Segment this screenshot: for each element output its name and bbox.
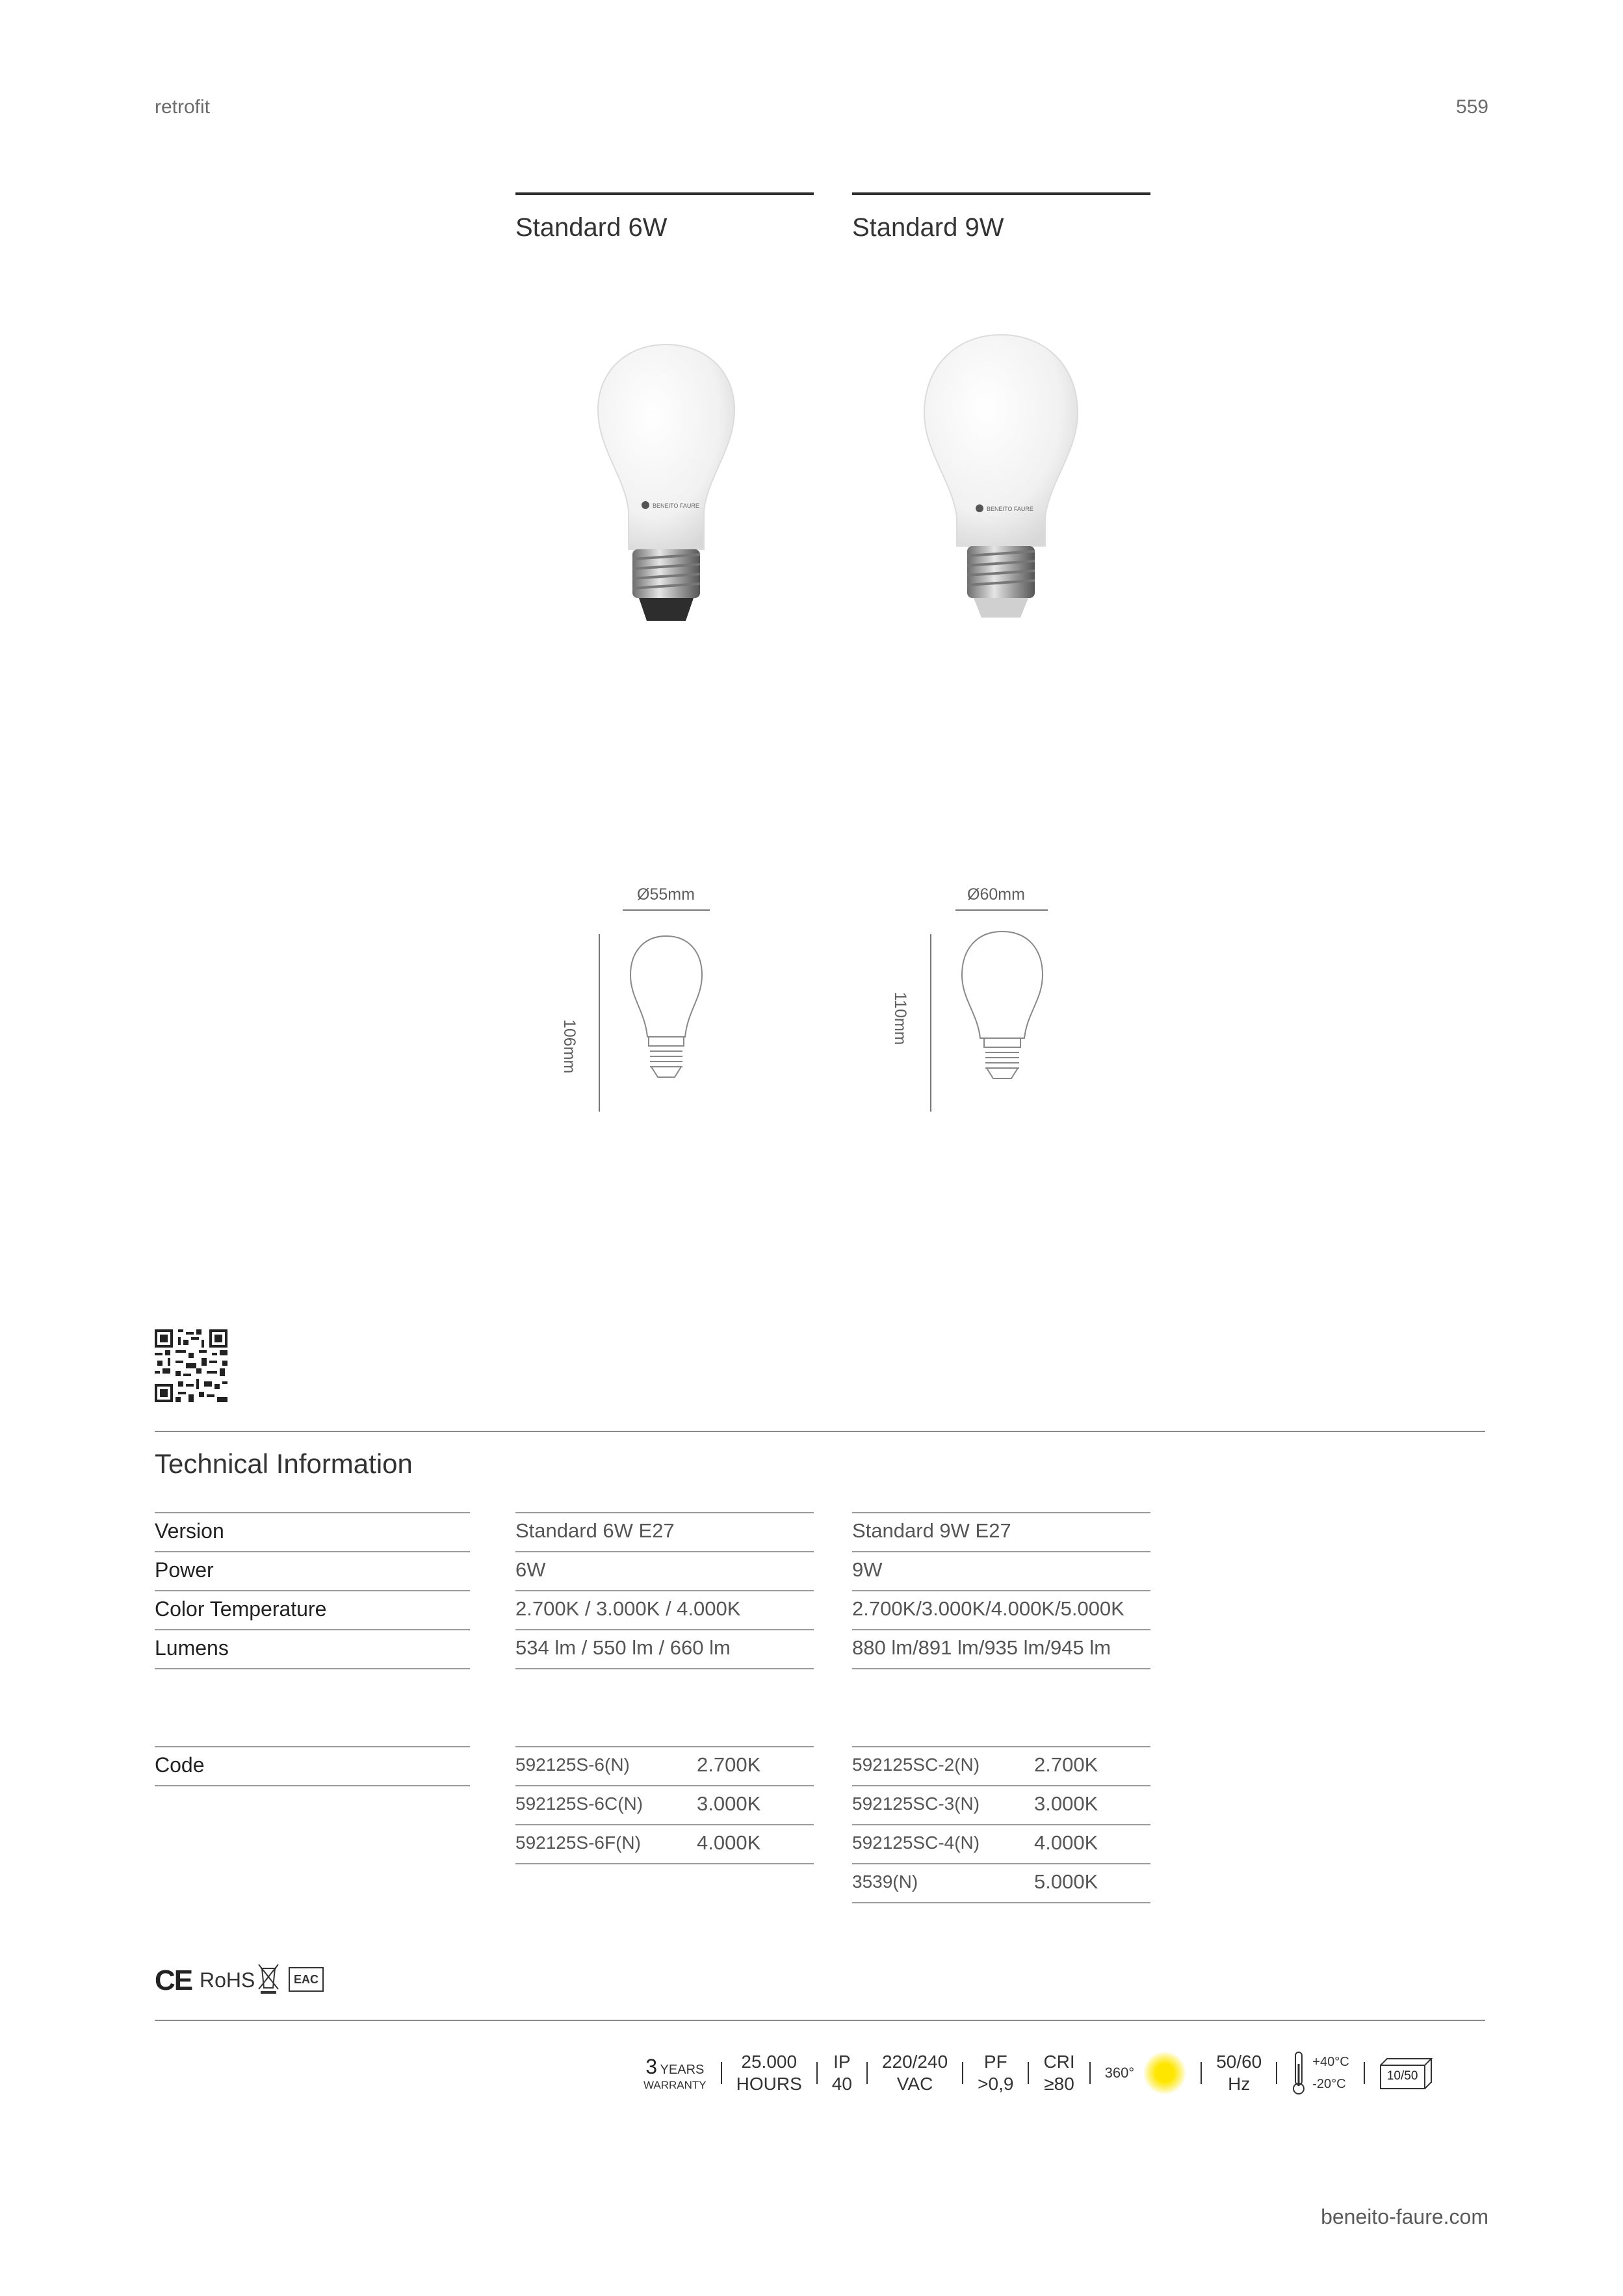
warranty-word: WARRANTY	[643, 2078, 707, 2091]
spec-separator	[1201, 2062, 1202, 2084]
product-rule-6w	[515, 192, 814, 195]
row-line	[852, 1551, 1150, 1552]
pf-badge: PF >0,9	[978, 2052, 1014, 2094]
voltage-badge: 220/240 VAC	[881, 2052, 948, 2094]
row-line	[155, 1551, 470, 1552]
row-line	[155, 1590, 470, 1591]
bulb-9w-photo	[916, 332, 1085, 624]
row-label-lumens: Lumens	[155, 1636, 229, 1660]
row-line	[852, 1746, 1150, 1747]
dimension-drawing-6w	[598, 907, 728, 1115]
cell-color-temp-6w: 2.700K / 3.000K / 4.000K	[515, 1597, 741, 1620]
cell-lumens-6w: 534 lm / 550 lm / 660 lm	[515, 1636, 731, 1659]
footer-url[interactable]: beneito-faure.com	[1321, 2205, 1488, 2228]
spec-separator	[721, 2062, 722, 2084]
brand-mark: BENEITO FAURE	[653, 502, 699, 509]
spec-separator	[816, 2062, 818, 2084]
light-glow-icon	[1143, 2052, 1186, 2094]
qr-code-icon[interactable]	[155, 1329, 227, 1402]
code-6w: 592125S-6F(N)	[515, 1833, 641, 1853]
code-temp-6w: 4.000K	[697, 1831, 761, 1854]
row-line	[852, 1629, 1150, 1630]
row-line	[515, 1590, 814, 1591]
row-line	[515, 1512, 814, 1513]
bulb-6w-photo	[588, 335, 744, 627]
cell-version-9w: Standard 9W E27	[852, 1519, 1011, 1542]
row-line	[515, 1824, 814, 1825]
diameter-label-6w: Ø55mm	[637, 885, 695, 904]
row-line	[515, 1629, 814, 1630]
spec-separator	[1364, 2062, 1365, 2084]
section-divider	[155, 1431, 1485, 1432]
cell-version-6w: Standard 6W E27	[515, 1519, 675, 1542]
brand-mark: BENEITO FAURE	[987, 506, 1033, 512]
code-temp-9w: 4.000K	[1034, 1831, 1098, 1854]
warranty-number: 3	[645, 2054, 658, 2078]
code-9w: 3539(N)	[852, 1872, 918, 1892]
cell-lumens-9w: 880 lm/891 lm/935 lm/945 lm	[852, 1636, 1111, 1659]
section-label: retrofit	[155, 96, 211, 118]
row-line	[155, 1668, 470, 1669]
row-label-version: Version	[155, 1519, 224, 1543]
row-line	[852, 1512, 1150, 1513]
cell-color-temp-9w: 2.700K/3.000K/4.000K/5.000K	[852, 1597, 1124, 1620]
dimension-drawing-9w	[929, 907, 1059, 1115]
row-line	[515, 1551, 814, 1552]
code-temp-9w: 3.000K	[1034, 1792, 1098, 1815]
code-temp-6w: 2.700K	[697, 1753, 761, 1776]
spec-bar	[643, 2049, 1433, 2097]
spec-separator	[1028, 2062, 1029, 2084]
temp-max: +40°C	[1312, 2055, 1349, 2069]
temp-min: -20°C	[1312, 2077, 1346, 2091]
row-label-color-temp: Color Temperature	[155, 1597, 327, 1621]
frequency-badge: 50/60 Hz	[1216, 2052, 1262, 2094]
pack-box-badge	[1379, 2056, 1433, 2090]
product-rule-9w	[852, 192, 1150, 195]
row-line	[852, 1785, 1150, 1786]
row-label-power: Power	[155, 1558, 214, 1582]
beam-angle: 360°	[1104, 2065, 1135, 2081]
cri-badge: CRI ≥80	[1043, 2052, 1075, 2094]
row-line	[852, 1824, 1150, 1825]
row-line	[852, 1863, 1150, 1864]
diameter-label-9w: Ø60mm	[967, 885, 1025, 904]
hours-badge: 25.000 HOURS	[736, 2052, 802, 2094]
row-line	[515, 1785, 814, 1786]
thermometer-icon	[1292, 2051, 1306, 2095]
code-temp-9w: 2.700K	[1034, 1753, 1098, 1776]
height-label-9w: 110mm	[891, 992, 909, 1045]
product-title-6w: Standard 6W	[515, 213, 668, 242]
row-line	[852, 1902, 1150, 1903]
row-line	[852, 1590, 1150, 1591]
warranty-years: YEARS	[660, 2062, 705, 2077]
temperature-range-badge	[1292, 2051, 1349, 2095]
tech-title: Technical Information	[155, 1448, 413, 1479]
row-line	[155, 1629, 470, 1630]
spec-separator	[1089, 2062, 1091, 2084]
row-label-code: Code	[155, 1753, 205, 1777]
code-9w: 592125SC-2(N)	[852, 1755, 980, 1775]
warranty-badge	[643, 2055, 707, 2092]
row-line	[515, 1863, 814, 1864]
row-line	[155, 1785, 470, 1786]
rohs-mark: RoHS	[200, 1968, 255, 1992]
spec-separator	[866, 2062, 868, 2084]
code-9w: 592125SC-4(N)	[852, 1833, 980, 1853]
code-temp-9w: 5.000K	[1034, 1870, 1098, 1893]
height-label-6w: 106mm	[560, 1019, 578, 1074]
spec-separator	[962, 2062, 963, 2084]
code-6w: 592125S-6(N)	[515, 1755, 630, 1775]
ce-mark: CE	[155, 1964, 192, 1996]
code-6w: 592125S-6C(N)	[515, 1794, 643, 1814]
row-line	[852, 1668, 1150, 1669]
eac-mark: EAC	[289, 1967, 324, 1992]
spec-separator	[1276, 2062, 1277, 2084]
row-line	[155, 1512, 470, 1513]
cell-power-6w: 6W	[515, 1558, 546, 1581]
cell-power-9w: 9W	[852, 1558, 883, 1581]
row-line	[155, 1746, 470, 1747]
row-line	[515, 1668, 814, 1669]
weee-bin-icon	[257, 1962, 280, 1994]
beam-angle-badge	[1105, 2052, 1187, 2094]
pack-quantity: 10/50	[1386, 2069, 1418, 2083]
code-9w: 592125SC-3(N)	[852, 1794, 980, 1814]
product-title-9w: Standard 9W	[852, 213, 1004, 242]
ip-badge: IP 40	[831, 2052, 852, 2094]
page-number: 559	[1455, 96, 1488, 118]
footer-divider	[155, 2020, 1485, 2021]
row-line	[515, 1746, 814, 1747]
code-temp-6w: 3.000K	[697, 1792, 761, 1815]
